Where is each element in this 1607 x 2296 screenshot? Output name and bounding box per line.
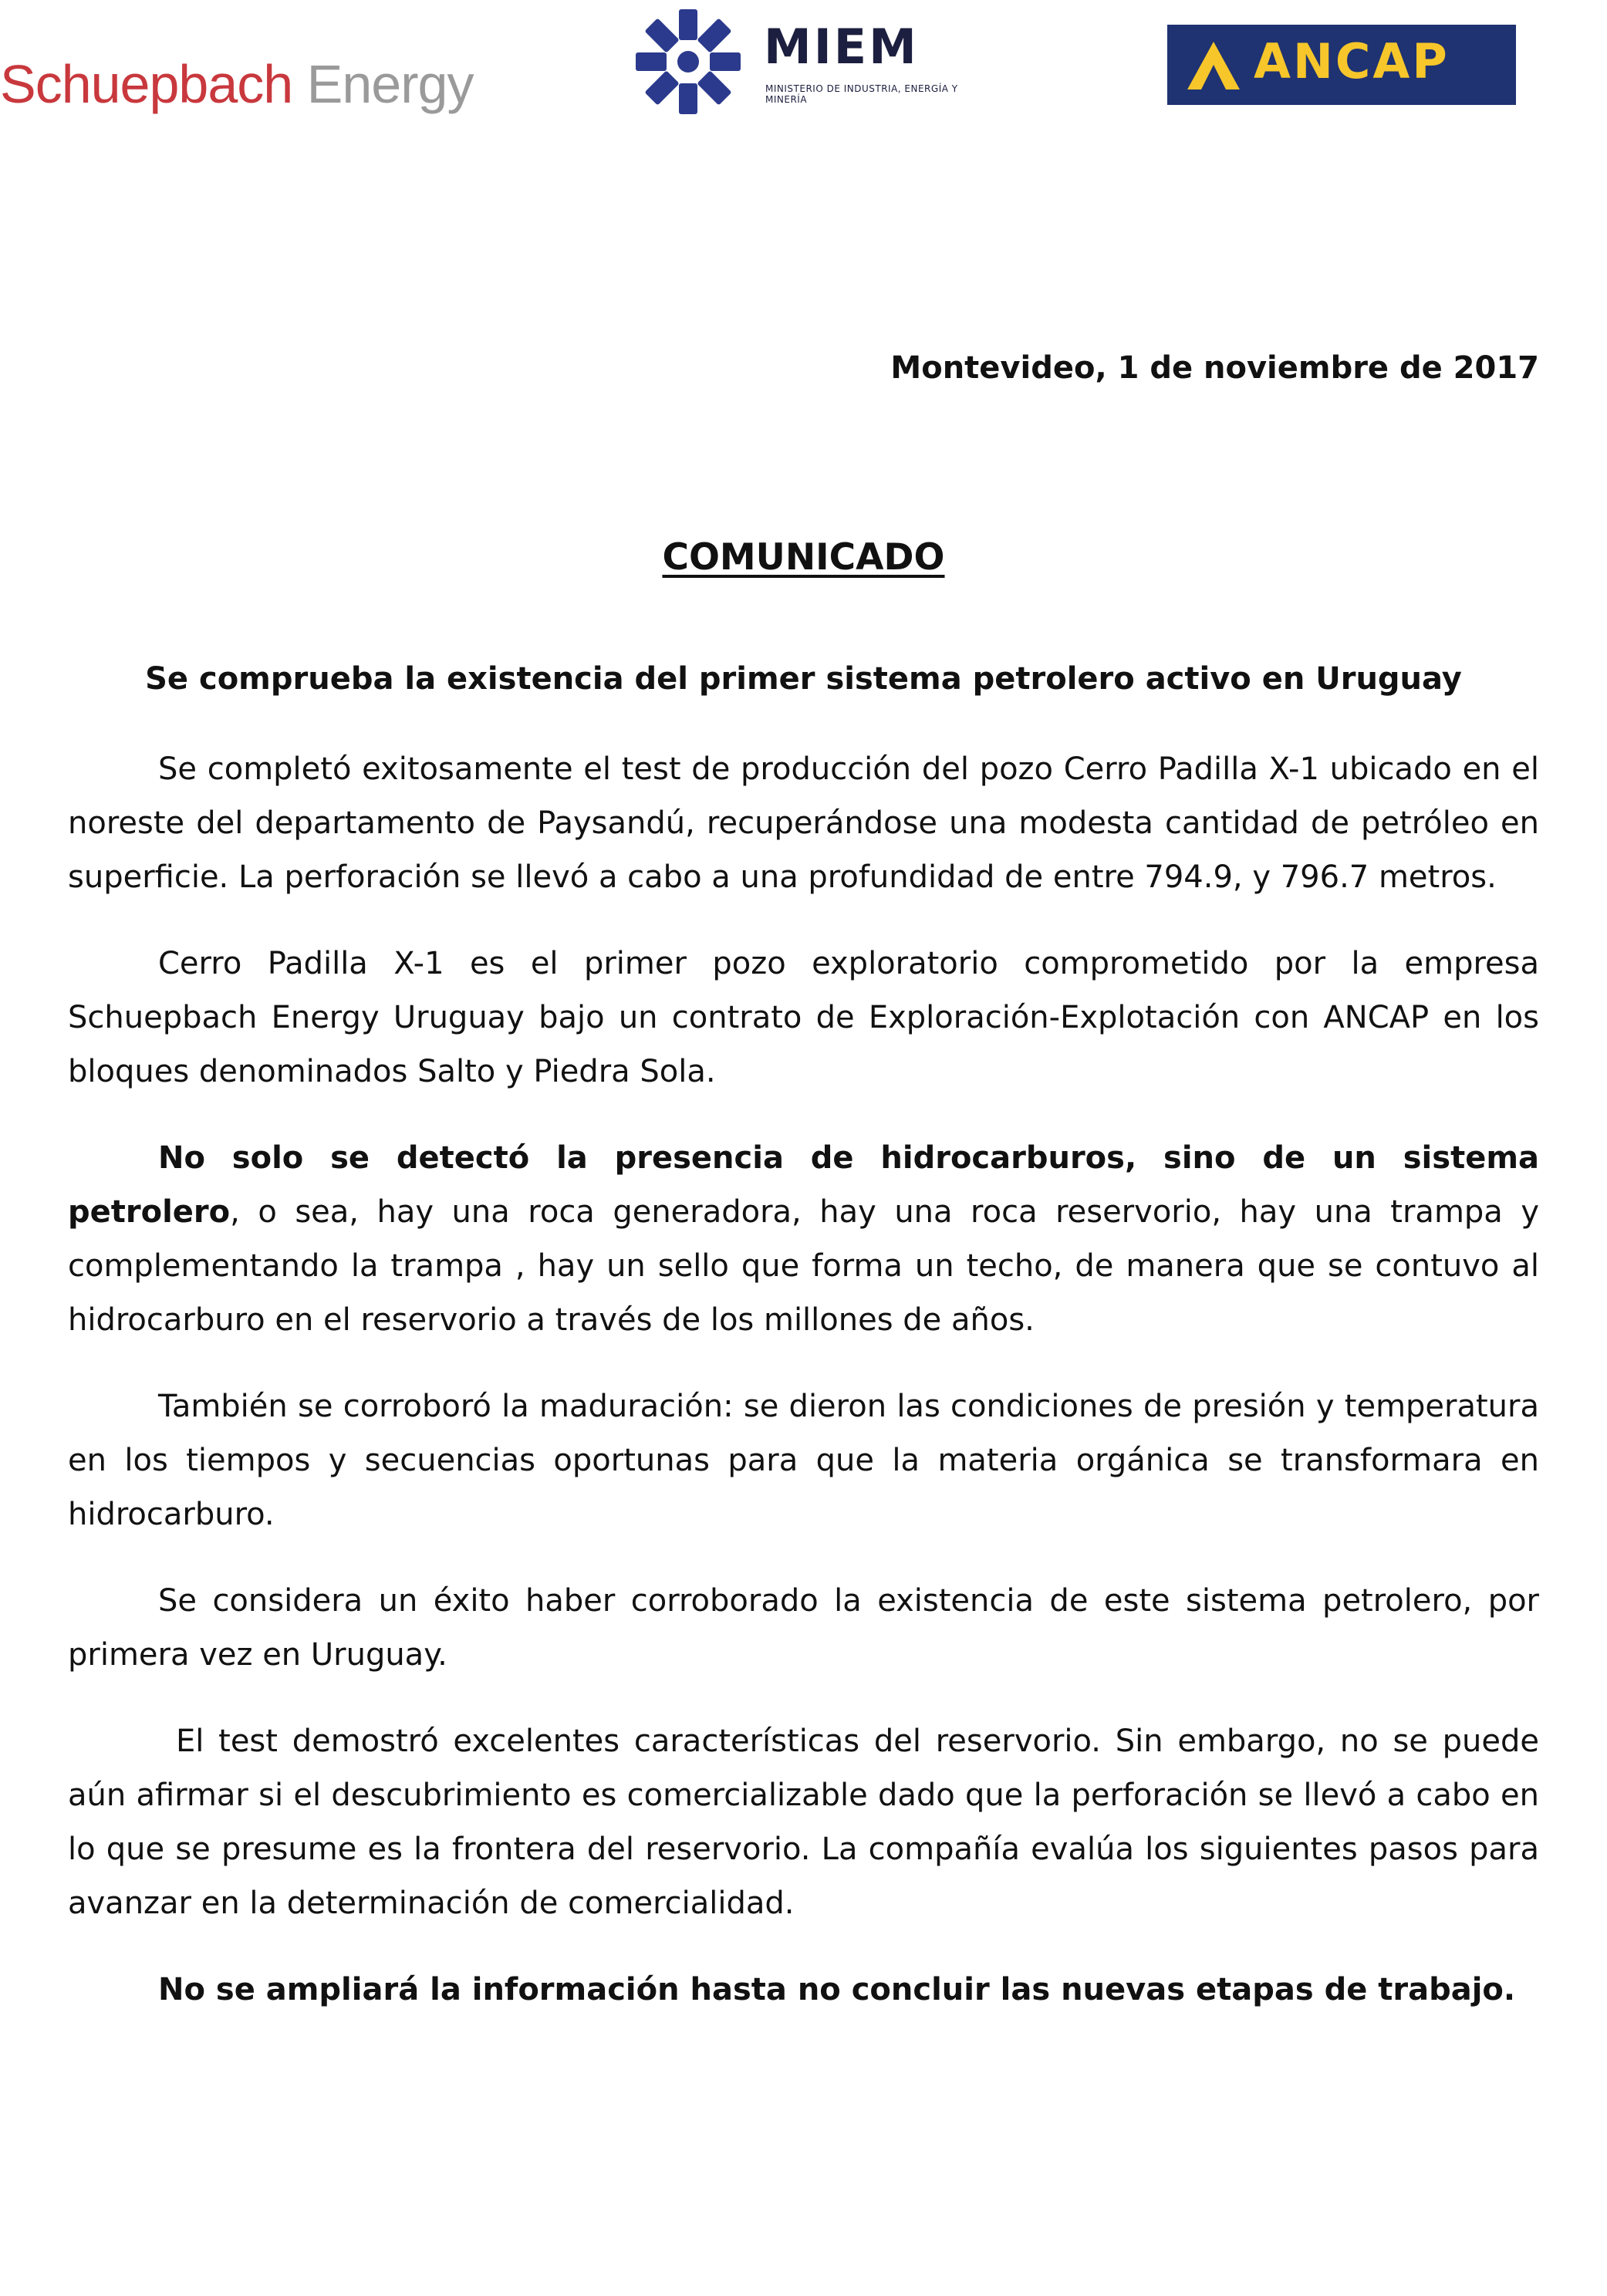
miem-logo-subtitle: MINISTERIO DE INDUSTRIA, ENERGÍA Y MINERÍA: [765, 83, 958, 105]
ancap-logo: [1167, 25, 1516, 105]
paragraph-exploratory-well: Cerro Padilla X-1 es el primer pozo exploratorio comprometido por la empresa Schuepbach Energy Uruguay bajo un contrato de Exploración-Explotación con ANCAP en los bloques denominados Salto y Piedra Sola.: [68, 946, 1539, 1089]
paragraph-reservoir-characteristics: El test demostró excelentes características del reservorio. Sin embargo, no se puede aún afirmar si el descubrimiento es comercializable dado que la perforación se llevó a cabo en lo que se presume es la frontera del reservorio. La compañía evalúa los siguientes pasos para avanzar en la determinación de comercialidad.: [68, 1724, 1539, 1921]
miem-logo: [626, 6, 981, 116]
energy-logo-word: Energy: [306, 54, 474, 114]
paragraph-petroleum-system-bold: No solo se detectó la presencia de hidrocarburos, sino de un sistema petrolero: [68, 1140, 1539, 1230]
paragraph-test-results: Se completó exitosamente el test de producción del pozo Cerro Padilla X-1 ubicado en el noreste del departamento de Paysandú, recuperándose una modesta cantidad de petróleo en superficie. La perforación se llevó a cabo a una profundidad de entre 794.9, y 796.7 metros.: [68, 751, 1539, 895]
miem-logo-name: MIEM: [764, 19, 919, 75]
paragraph-maturation: También se corroboró la maduración: se dieron las condiciones de presión y temperatura en los tiempos y secuencias oportunas para que la materia orgánica se transformara en hidrocarburo.: [68, 1389, 1539, 1532]
ancap-triangle-icon: [1187, 42, 1240, 89]
miem-emblem-icon: [626, 6, 750, 116]
schuepbach-logo-word: Schuepbach: [0, 54, 293, 114]
document-date: Montevideo, 1 de noviembre de 2017: [890, 350, 1539, 386]
paragraph-petroleum-system: [68, 1131, 1539, 1347]
paragraph-success: Se considera un éxito haber corroborado la existencia de este sistema petrolero, por primera vez en Uruguay.: [68, 1583, 1539, 1673]
ancap-logo-name: ANCAP: [1254, 33, 1450, 89]
document-title: COMUNICADO: [662, 536, 945, 579]
schuepbach-energy-logo: [0, 54, 474, 114]
document-subtitle: Se comprueba la existencia del primer sistema petrolero activo en Uruguay: [145, 661, 1462, 697]
paragraph-petroleum-system-rest: , o sea, hay una roca generadora, hay una roca reservorio, hay una trampa y complementando la trampa , hay un sello que forma un techo, de manera que se contuvo al hidrocarburo en el reservorio a través de los millones de años.: [68, 1194, 1539, 1338]
paragraph-closing-note: No se ampliará la información hasta no concluir las nuevas etapas de trabajo.: [158, 1972, 1516, 2007]
